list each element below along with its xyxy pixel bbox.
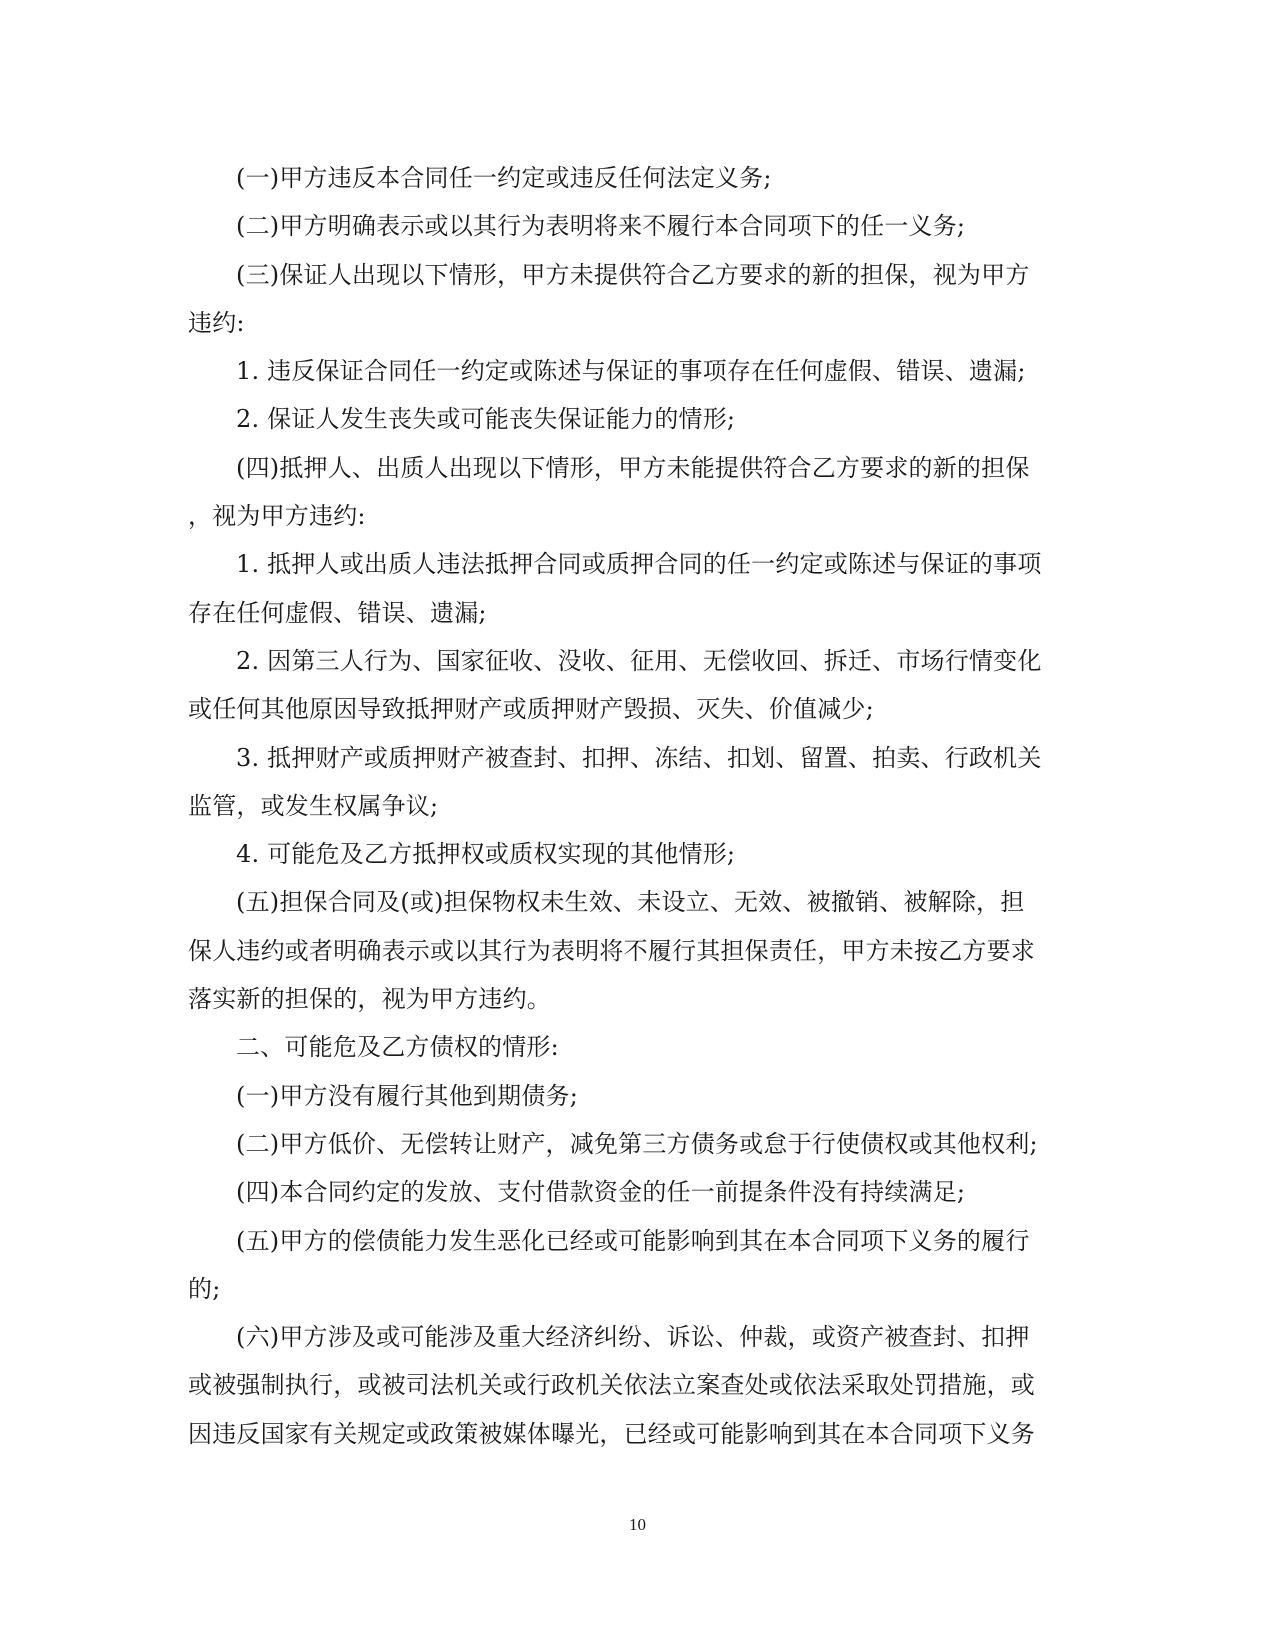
text-line: 2. 因第三人行为、国家征收、没收、征用、无偿收回、拆迁、市场行情变化 xyxy=(236,646,1042,675)
text-line: 4. 可能危及乙方抵押权或质权实现的其他情形; xyxy=(236,840,736,869)
text-line: 因违反国家有关规定或政策被媒体曝光，已经或可能影响到其在本合同项下义务 xyxy=(188,1419,1035,1448)
text-line: (五)甲方的偿债能力发生恶化已经或可能影响到其在本合同项下义务的履行 xyxy=(236,1226,1030,1255)
text-line: (一)甲方违反本合同任一约定或违反任何法定义务; xyxy=(236,164,772,192)
text-line: (四)本合同约定的发放、支付借款资金的任一前提条件没有持续满足; xyxy=(236,1178,966,1207)
text-line: (四)抵押人、出质人出现以下情形，甲方未能提供符合乙方要求的新的担保 xyxy=(236,453,1030,482)
text-line: 或任何其他原因导致抵押财产或质押财产毁损、灭失、价值减少; xyxy=(188,695,874,724)
text-line: 2. 保证人发生丧失或可能丧失保证能力的情形; xyxy=(236,405,736,434)
text-line: ，视为甲方违约: xyxy=(188,502,366,531)
text-line: 二、可能危及乙方债权的情形: xyxy=(236,1033,559,1062)
body-text xyxy=(188,154,1068,1458)
text-line: 保人违约或者明确表示或以其行为表明将不履行其担保责任，甲方未按乙方要求 xyxy=(188,936,1035,965)
text-line: 违约: xyxy=(188,308,245,337)
text-line: 存在任何虚假、错误、遗漏; xyxy=(188,598,487,627)
text-line: 或被强制执行，或被司法机关或行政机关依法立案查处或依法采取处罚措施，或 xyxy=(188,1371,1035,1400)
text-line: 的; xyxy=(188,1274,221,1303)
text-line: 监管，或发生权属争议; xyxy=(188,791,439,820)
text-line: (一)甲方没有履行其他到期债务; xyxy=(236,1081,579,1110)
page-number: 10 xyxy=(629,1515,646,1534)
text-line: 1. 违反保证合同任一约定或陈述与保证的事项存在任何虚假、错误、遗漏; xyxy=(236,357,1026,386)
text-line: (五)担保合同及(或)担保物权未生效、未设立、无效、被撤销、被解除，担 xyxy=(236,888,1025,917)
text-line: (二)甲方低价、无偿转让财产，减免第三方债务或怠于行使债权或其他权利; xyxy=(236,1129,1038,1158)
text-line: 落实新的担保的，视为甲方违约。 xyxy=(188,985,551,1014)
text-line: 3. 抵押财产或质押财产被查封、扣押、冻结、扣划、留置、拍卖、行政机关 xyxy=(236,743,1042,772)
text-line: (三)保证人出现以下情形，甲方未提供符合乙方要求的新的担保，视为甲方 xyxy=(236,260,1030,289)
text-line: (二)甲方明确表示或以其行为表明将来不履行本合同项下的任一义务; xyxy=(236,212,966,241)
text-line: 1. 抵押人或出质人违法抵押合同或质押合同的任一约定或陈述与保证的事项 xyxy=(236,550,1042,579)
text-line: (六)甲方涉及或可能涉及重大经济纠纷、诉讼、仲裁，或资产被查封、扣押 xyxy=(236,1323,1030,1352)
